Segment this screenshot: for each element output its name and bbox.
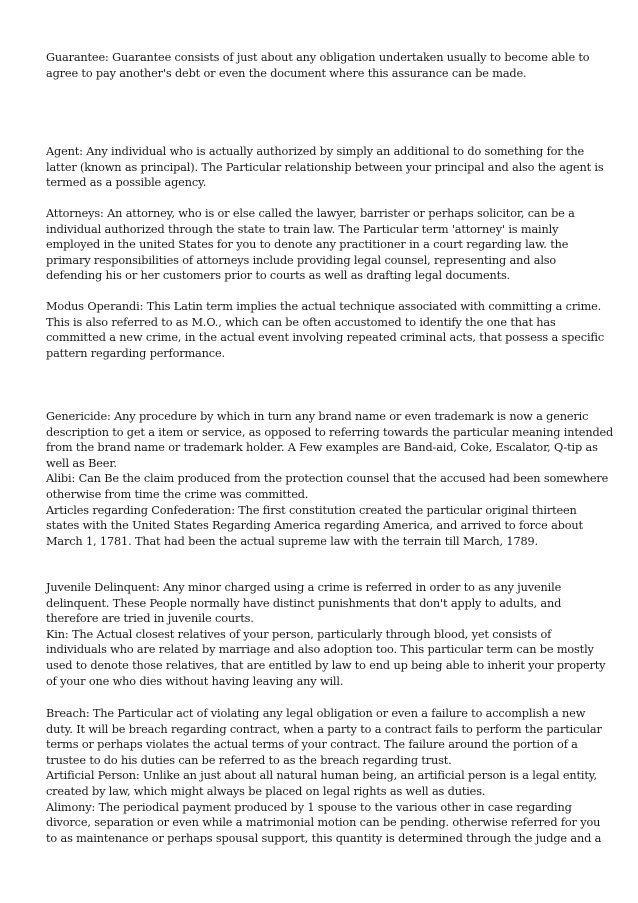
text-line: description to get a item or service, as opposed to referring towards the particular meaning intended [46,425,614,439]
text-line: states with the United States Regarding America regarding America, and arrived to force about [46,519,583,533]
text-line: Articles regarding Confederation: The first constitution created the particular original thirteen [46,503,577,517]
text-line: individuals who are related by marriage and also adoption too. This particular term can be mostly [46,643,594,657]
paragraph-juvenile-delinquent [46,580,606,689]
text-line: Modus Operandi: This Latin term implies the actual technique associated with committing a crime. [46,300,602,313]
paragraph-guarantee [46,50,602,81]
text-line: termed as a possible agency. [46,176,207,190]
text-line: terms or perhaps violates the actual terms of your contract. The failure around the portion of a [46,738,578,752]
text-line: March 1, 1781. That had been the actual supreme law with the terrain till March, 1789. [46,534,538,548]
text-line: Alibi: Can Be the claim produced from the protection counsel that the accused had been somewhere [46,472,609,486]
text-line: primary responsibilities of attorneys include providing legal counsel, representing and also [46,253,557,267]
text-line: duty. It will be breach regarding contract, when a party to a contract fails to perform the particular [46,722,602,736]
text-line: of your one who dies without having leaving any will. [46,674,344,688]
text-line: divorce, separation or even while a matrimonial motion can be pending. otherwise referred for you [46,816,601,830]
text-line: therefore are tried in juvenile courts. [46,612,254,626]
text-line: Genericide: Any procedure by which in turn any brand name or even trademark is now a generic [46,410,589,423]
text-line: employed in the united States for you to denote any practitioner in a court regarding law. the [46,238,569,252]
paragraph-breach [46,706,602,846]
paragraph-attorneys [46,206,602,284]
text-line: delinquent. These People normally have distinct punishments that don't apply to adults, and [46,596,562,610]
text-line: Artificial Person: Unlike an just about all natural human being, an artificial person is a legal entity, [46,769,597,783]
text-line: used to denote those relatives, that are entitled by law to end up being able to inherit your property [46,658,606,672]
text-line: committed a new crime, in the actual event involving repeated criminal acts, that possess a specific [46,331,605,345]
paragraph-agent [46,144,602,191]
paragraph-genericide [46,409,614,549]
text-line: from the brand name or trademark holder. A Few examples are Band-aid, Coke, Escalator, Q-tip as [46,441,598,455]
text-line: This is also referred to as M.O., which can be often accustomed to identify the one that has [46,315,556,329]
text-line: agree to pay another's debt or even the document where this assurance can be made. [46,66,527,80]
text-line: to as maintenance or perhaps spousal support, this quantity is determined through the judge and a [46,831,602,845]
text-line: defending his or her customers prior to courts as well as drafting legal documents. [46,269,511,283]
text-line: individual authorized through the state to train law. The Particular term 'attorney' is mainly [46,222,559,236]
text-line: pattern regarding performance. [46,346,225,360]
text-line: Guarantee: Guarantee consists of just about any obligation undertaken usually to become able to [46,51,590,64]
text-line: Juvenile Delinquent: Any minor charged using a crime is referred in order to as any juvenile [46,581,562,594]
paragraph-modus-operandi [46,299,605,361]
text-line: Breach: The Particular act of violating any legal obligation or even a failure to accomplish a new [46,707,586,720]
text-line: Alimony: The periodical payment produced by 1 spouse to the various other in case regarding [46,800,572,814]
text-line: well as Beer. [46,456,117,470]
text-line: latter (known as principal). The Particular relationship between your principal and also the agent is [46,160,604,174]
text-line: Agent: Any individual who is actually authorized by simply an additional to do something for the [46,145,585,158]
text-line: otherwise from time the crime was committed. [46,487,309,501]
text-line: Kin: The Actual closest relatives of your person, particularly through blood, yet consists of [46,627,552,641]
text-line: Attorneys: An attorney, who is or else called the lawyer, barrister or perhaps solicitor, can be a [46,207,575,220]
text-line: trustee to do his duties can be referred to as the breach regarding trust. [46,753,452,767]
text-line: created by law, which might always be placed on legal rights as well as duties. [46,784,486,798]
